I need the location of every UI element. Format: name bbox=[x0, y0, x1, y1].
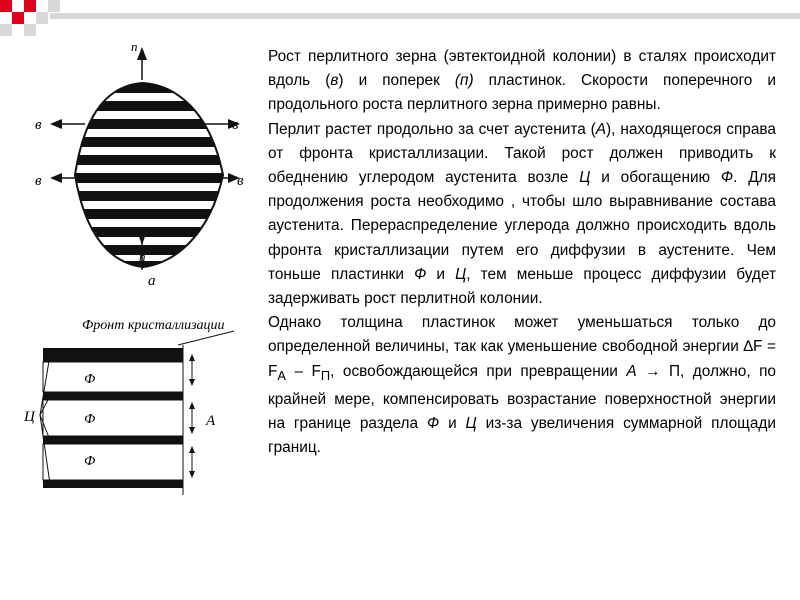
corner-decoration bbox=[0, 0, 60, 40]
label-right-lower-v: в bbox=[237, 173, 244, 189]
arrow-down-icon bbox=[137, 231, 147, 245]
label-top-p: п bbox=[131, 39, 138, 54]
header-line bbox=[50, 13, 800, 19]
ferrite-label: Ф bbox=[84, 372, 96, 387]
label-left-lower-v: в bbox=[35, 173, 42, 189]
arrow-down-icon bbox=[189, 471, 195, 478]
label-left-upper-v: в bbox=[35, 117, 42, 133]
ferrite-label: Ф bbox=[84, 412, 96, 427]
cementite-label: Ц bbox=[24, 409, 35, 425]
arrow-left-icon bbox=[50, 173, 62, 183]
paragraph-1: Рост перлитного зерна (эвтектоидной колонии) в сталях происходит вдоль (в) и поперек (п) пластинок. Скорости поперечного и продольного роста перлитного зерна примерно равны. bbox=[268, 48, 776, 114]
arrow-down-icon bbox=[189, 427, 195, 434]
label-right-upper-v: в bbox=[232, 117, 239, 133]
arrow-left-icon bbox=[50, 119, 62, 129]
arrow-up-icon bbox=[137, 47, 147, 60]
figure-pearlite-colony bbox=[25, 35, 260, 295]
arrow-up-icon bbox=[189, 446, 195, 453]
front-label: Фронт кристаллизации bbox=[82, 318, 225, 333]
main-text bbox=[268, 45, 776, 461]
lamellae bbox=[65, 83, 235, 269]
arrow-up-icon bbox=[189, 354, 195, 361]
figure-crystallization-front bbox=[20, 305, 260, 510]
paragraph-2: Перлит растет продольно за счет аустенита (А), находящегося справа от фронта кристаллизации. Такой рост должен приводить к обеднению углеродом аустенита возле Ц и обогащению Ф. Для продолжения роста необходимо , чтобы шло выравнивание состава аустенита. Перераспределение углерода должно происходить вдоль фронта кристаллизации путем его диффузии в аустените. Чем тоньше пластинки Ф и Ц, тем меньше процесс диффузии будет задерживать рост перлитной колонии. bbox=[268, 120, 776, 308]
figure-a-caption: а bbox=[148, 273, 156, 289]
paragraph-3: Однако толщина пластинок может уменьшаться только до определенной величины, так как уменьшение свободной энергии $\Delta F = F_А - F_П$, освобождающейся при превращении А → П, должно, по крайней мере, компенсировать возрастание поверхностной энергии на границе раздела Ф и Ц из-за увеличения суммарной площади границ. bbox=[268, 314, 776, 457]
arrow-down-icon bbox=[189, 379, 195, 386]
austenite-label: А bbox=[206, 413, 216, 429]
ferrite-label: Ф bbox=[84, 454, 96, 469]
label-bottom-p: п bbox=[139, 249, 146, 264]
arrow-up-icon bbox=[189, 402, 195, 409]
